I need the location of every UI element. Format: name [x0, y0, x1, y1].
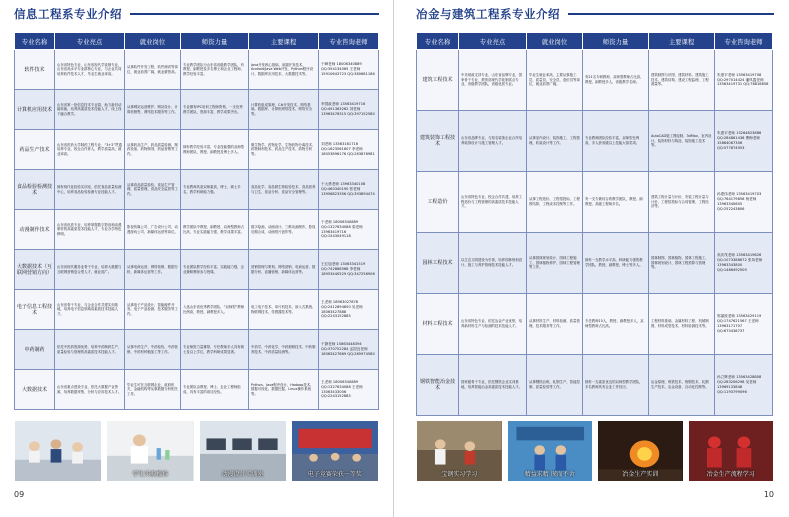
header-courses: 主要课程 [649, 33, 715, 50]
photo-caption: 冶金生产流程学习 [706, 471, 755, 478]
major-name-cell: 大数据技术 [15, 370, 55, 410]
contact-cell: 孙建伟老师 13563419703 QQ:764179856 杨老师 13963340605 QQ:252243806 [715, 172, 773, 233]
table-row [417, 172, 773, 233]
faculty-cell: 专业教师团队经验丰富，双师型比例高，多人获省级以上技能大赛奖项。 [583, 111, 649, 172]
courses-cell: AutoCAD施工图绘制、3dMax、室内设计、装饰材料与构造、装饰施工技术等。 [649, 111, 715, 172]
contact-cell: 李国政老师 13563419716 QQ:491363262 刘老师 13963476315 QQ:397152580 [319, 90, 379, 130]
table-row [15, 90, 379, 130]
highlight-cell: 中央财政支持专业，山东省品牌专业，国家骨干专业，教育部现代学徒制试点专业，省级教学团队，省级优质专业。 [459, 50, 527, 111]
right-page [394, 0, 788, 517]
major-name-cell: 软件技术 [15, 50, 55, 90]
table-row [15, 290, 379, 330]
major-name-cell: 电子信息工程技术 [15, 290, 55, 330]
major-name-cell: 建筑装饰工程技术 [417, 111, 459, 172]
header-contact: 专业咨询老师 [319, 33, 379, 50]
table-row [417, 233, 773, 294]
header-jobs: 就业岗位 [125, 33, 181, 50]
contact-cell: 于老师 18006340889 QQ:1327634088 梁老师 13963419716 QQ:1543049118 [319, 210, 379, 250]
header-jobs: 就业岗位 [527, 33, 583, 50]
major-name-cell: 钢铁智能冶金技术 [417, 355, 459, 416]
header-contact: 专业咨询老师 [715, 33, 773, 50]
contact-cell: 王老师 18963027878 QQ:2412894850 吴老师 18063427888 QQ:2243152885 [319, 290, 379, 330]
major-name-cell: 中药制药 [15, 330, 55, 370]
jobs-cell: 从事钢铁冶炼、轧钢生产、智能控制、质量检验等工作。 [527, 355, 583, 416]
contact-cell: 刘老师 13563161716 QQ:1623561607 李老师 18053896176 QQ:263876981 [319, 130, 379, 170]
courses-cell: 微生物学、药物化学、生物药物分离技术、药物制剂技术、药品生产技术、药物分析等。 [249, 130, 319, 170]
courses-cell: 建筑制图与识图、建筑材料、建筑施工技术、建筑结构、建设工程监理、工程测量等。 [649, 50, 715, 111]
table-row [15, 330, 379, 370]
jobs-cell: 从事软件开发工程、软件测试等岗位，就业前景广阔，就业薪资高。 [125, 50, 181, 90]
courses-cell: 工程材料基础、金属材料工程、机械制图、材料成型技术、材料检测技术等。 [649, 294, 715, 355]
highlight-cell: 山东省重点建设专业，依托大数据产业资源，培养数据采集、分析与应用技术人才。 [55, 370, 125, 410]
contact-cell: 朱建平老师 13264823886 QQ:284861438 曹梅老师 15864067306 QQ:577874953 [715, 111, 773, 172]
contact-cell: 朱建平老师 13563419708 QQ:297014424 潘风霞老师 13563419731 QQ:78816658 [715, 50, 773, 111]
contact-cell: 于大勇老师 13963340108 QQ:460340190 张老师 13956823356 QQ:393894474 [319, 170, 379, 210]
photo-caption: 宝钢实习学习 [441, 471, 478, 478]
photo-animation-lab [199, 420, 287, 482]
right-title-row [416, 6, 774, 22]
faculty-cell: 专业教师具备双师素质，博士、硕士多名，教学科研能力强。 [181, 170, 249, 210]
page-number: 09 [14, 490, 25, 499]
table-row [15, 370, 379, 410]
faculty-cell: 拥有一支素质优良的双师型教学团队，多名教师具有企业工作经历。 [583, 355, 649, 416]
highlight-cell: 山东省现代服务业骨干专业，培养大数据与互联网营销复合型人才，就业面广。 [55, 250, 125, 290]
contact-cell: 孙立辉老师 13563428808 QQ:283206298 吴老师 13969133848 QQ:1193799096 [715, 355, 773, 416]
title-rule [568, 13, 774, 15]
right-photo-strip [416, 420, 774, 482]
table-row [417, 294, 773, 355]
highlight-cell: 山东省特色专业，校企合作共建，培养工程造价与工程管理的高素质技术技能人才。 [459, 172, 527, 233]
courses-cell: 食品化学、食品微生物检验技术、食品营养与卫生、食品分析、食品安全管理等。 [249, 170, 319, 210]
major-name-cell: 动漫制作技术 [15, 210, 55, 250]
photo-craftsmanship [507, 420, 594, 482]
highlight-cell: 山东省特色专业，山东省现代学徒制专业，山东省高水平专业群核心专业，与企业共同培养软件技术人才，毕业生就业率高。 [55, 50, 125, 90]
highlight-cell: 国家级骨干专业，依托钢铁企业实训基地，培养智能冶金高素质技术技能人才。 [459, 355, 527, 416]
page-number: 10 [763, 490, 774, 499]
header-faculty: 师资力量 [583, 33, 649, 50]
table-row [417, 111, 773, 172]
highlight-cell: 依托中医药资源优势，培养中药制药生产、质量检验与管理的高素质技术技能人才。 [55, 330, 125, 370]
faculty-cell: 专业师资力量雄厚，专任教师多人具有硕士及以上学位，教学科研成果显著。 [181, 330, 249, 370]
faculty-cell: 教学团队中教授、副教授、双师型教师占比高，专业实践能力强，教学成果丰富。 [181, 210, 249, 250]
major-name-cell: 计算机应用技术 [15, 90, 55, 130]
contact-cell: 于峰老师 18006340889 QQ:354134065 王老师 15910643723 QQ:380681186 [319, 50, 379, 90]
courses-cell: Python、Java程序设计、Hadoop技术、数据可视化、数据挖掘、Linux操作系统等。 [249, 370, 319, 410]
jobs-cell: 从事中药生产、中药检验、中药营销、中药材种植加工等工作。 [125, 330, 181, 370]
jobs-cell: 毕业生可在互联网企业、政府机关、金融机构等从事数据分析相关工作。 [125, 370, 181, 410]
photo-caption: 冶金生产实训 [622, 471, 659, 478]
major-name-cell: 材料工程技术 [417, 294, 459, 355]
jobs-cell: 从事室内设计、装饰施工、工程管理、软装设计等工作。 [527, 111, 583, 172]
header-major-name: 专业名称 [15, 33, 55, 50]
table-row [417, 355, 773, 416]
photo-steel-process [688, 420, 775, 482]
faculty-cell: 有一支专兼结合的教学团队，教授、副教授、高级工程师多名。 [583, 172, 649, 233]
highlight-cell: 山东省骨干专业，与企业合作共建实训基地，培养电子信息领域高素质技术技能人才。 [55, 290, 125, 330]
courses-cell: 电工电子技术、单片机技术、嵌入式系统、物联网技术、传感器技术等。 [249, 290, 319, 330]
major-table-right [416, 32, 773, 416]
jobs-cell: 从事药品生产、药品质量检测、制药设备、药物制剂、药品营销等工作。 [125, 130, 181, 170]
courses-cell: 计算机组成原理、C#开发技术、网络基础、数据库、计算机网络技术、网络安全等。 [249, 90, 319, 130]
contact-cell: 王老师 18006340889 QQ:1327634088 王老师 13063433006 QQ:2243152885 [319, 370, 379, 410]
faculty-cell: 专任教师15人，教授、副教授多人，双师型教师占比高。 [583, 294, 649, 355]
title-rule [130, 13, 379, 15]
photo-caption: 电子竞赛荣获一等奖 [307, 471, 362, 478]
page-title: 信息工程系专业介绍 [14, 7, 122, 21]
photo-caption: 精益求精 锲而不舍 [524, 471, 575, 478]
table-row [15, 210, 379, 250]
contact-cell: 郭丽波老师 13563429119 QQ:1747621567 王老师 13963171707 QQ:675438737 [715, 294, 773, 355]
contact-cell: 于静老师 15863448394 QQ:370752284 孟国良老师 18063427869 QQ:285974580 [319, 330, 379, 370]
highlight-cell: 山东省医药大学制药工程专业，“3+2”贯通培养专业，校企合作育人，教学质量高，就业率高。 [55, 130, 125, 170]
courses-cell: 冶金原理、炼铁技术、炼钢技术、轧钢生产技术、冶金设备、自动化控制等。 [649, 355, 715, 416]
photo-smelting [597, 420, 684, 482]
table-row [15, 50, 379, 90]
faculty-cell: 拥有一支教学水平高、科研能力强的教学团队，教授、副教授、博士等多人。 [583, 233, 649, 294]
contact-cell: 王红旭老师 13063341519 QQ:742888568 李老师 18953440529 QQ:347256906 [319, 250, 379, 290]
left-page [0, 0, 394, 517]
courses-cell: 中药学、中药化学、中药炮制技术、中药制剂技术、中药质量检测等。 [249, 330, 319, 370]
courses-cell: 园林制图、园林植物、园林工程施工、园林规划设计、园林工程预算与管理等。 [649, 233, 715, 294]
courses-cell: 建筑工程计量与计价、安装工程计量与计价、工程招投标与合同管理、工程经济等。 [649, 172, 715, 233]
highlight-cell: 山东省第一批信息技术专业群，助力新旧动能转换，培养高素质技术技能人才，线上线下融合教学。 [55, 90, 125, 130]
jobs-cell: 毕业生就业率高，主要从事施工员、质量员、安全员、造价员等岗位，就业前景广阔。 [527, 50, 583, 111]
header-highlight: 专业亮点 [459, 33, 527, 50]
highlight-cell: 山东省优质专业，培养掌握数字影视和动漫制作的高素质技术技能人才，专业办学特色鲜明。 [55, 210, 125, 250]
highlight-cell: 山东省特色专业，依托冶金产业优势，培养新材料生产与检测的技术技能人才。 [459, 294, 527, 355]
table-row [417, 50, 773, 111]
major-name-cell: 食品检验检测技术 [15, 170, 55, 210]
courses-cell: 数字绘画、动画设计、三维动画制作、影视后期合成、动画短片创作等。 [249, 210, 319, 250]
faculty-cell: 专业团队由教授、博士、企业工程师组成，具有丰富的项目经验。 [181, 370, 249, 410]
courses-cell: Java开发核心基础、前端开发技术、Android/Java Web开发、Python程序设计、数据库应用技术、大数据技术等。 [249, 50, 319, 90]
jobs-cell: 从事食品质量检验、食品生产管理、质量管理、食品安全监管等工作。 [125, 170, 181, 210]
header-highlight: 专业亮点 [55, 33, 125, 50]
page-title: 冶金与建筑工程系专业介绍 [416, 7, 560, 21]
header-major-name: 专业名称 [417, 33, 459, 50]
highlight-cell: 山东省品牌专业，与知名装饰企业合作培养装饰设计与施工管理人才。 [459, 111, 527, 172]
header-courses: 主要课程 [249, 33, 319, 50]
table-row [15, 130, 379, 170]
major-name-cell: 药品生产技术 [15, 130, 55, 170]
table-header-row [15, 33, 379, 50]
jobs-cell: 从事电商运营、网络营销、数据分析、新媒体运营等工作。 [125, 250, 181, 290]
faculty-cell: 有21名专职教师，双师型教师占比高，教授、副教授多人，省级教学名师。 [583, 50, 649, 111]
left-title-row [14, 6, 379, 22]
major-name-cell: 园林工程技术 [417, 233, 459, 294]
photo-classroom [14, 420, 102, 482]
contact-cell: 高庆茂老师 13563419826 QQ:1073388672 张凤老师 13963343800 QQ:1486492509 [715, 233, 773, 294]
faculty-cell: 专业团队教学经验丰富，实践能力强，企业兼职教师参与授课。 [181, 250, 249, 290]
highlight-cell: 以生态文明建设为引领，培养园林规划设计、施工与养护管理技术技能人才。 [459, 233, 527, 294]
photo-caption: 动漫设计实训室 [221, 471, 264, 478]
major-name-cell: 工程造价 [417, 172, 459, 233]
major-name-cell: 建筑工程技术 [417, 50, 459, 111]
jobs-cell: 从事材料生产、材料检测、质量管理、技术服务等工作。 [527, 294, 583, 355]
left-photo-strip [14, 420, 379, 482]
photo-baosteel [416, 420, 503, 482]
table-header-row [417, 33, 773, 50]
jobs-cell: 从事网站运营维护、网站设计、计算机销售、网络技术服务等工作。 [125, 90, 181, 130]
jobs-cell: 从事电子产品设计、智能硬件开发、电子产品检测、技术服务等工作。 [125, 290, 181, 330]
faculty-cell: 入选山东省优秀教学团队，“双师型”教师比例高，教授、副教授多人。 [181, 290, 249, 330]
photo-award [291, 420, 379, 482]
photo-lab [106, 420, 194, 482]
header-faculty: 师资力量 [181, 33, 249, 50]
table-row [15, 170, 379, 210]
jobs-cell: 影视传媒公司、广告设计公司、动漫游戏公司、新媒体运营等岗位。 [125, 210, 181, 250]
major-name-cell: 大数据技术（互联网营销方向） [15, 250, 55, 290]
jobs-cell: 从事工程造价、工程招投标、工程预结算、工程成本控制等工作。 [527, 172, 583, 233]
faculty-cell: 拥有教学经验丰富、专业技能强的双师型教师团队，教授、副教授及博士多人。 [181, 130, 249, 170]
courses-cell: 营销管理与策划、网络营销、电商运营、数据分析、直播营销、新媒体运营等。 [249, 250, 319, 290]
highlight-cell: 拥有现代化检验实训室，依托食品质量检测中心，培养食品检验检测专业技能人才。 [55, 170, 125, 210]
photo-caption: 学生实验操作 [132, 471, 169, 478]
jobs-cell: 从事园林规划设计、园林工程施工、园林植物养护、园林工程管理等工作。 [527, 233, 583, 294]
faculty-cell: 专业教学团队为山东省省级教学团队，有教授、副教授及多名博士和企业工程师，教学经验丰富。 [181, 50, 249, 90]
faculty-cell: 专业拥有IPC培训工程师资格、一支优秀教学团队，资源丰富，教学成果突出。 [181, 90, 249, 130]
table-row [15, 250, 379, 290]
major-table-left [14, 32, 379, 410]
